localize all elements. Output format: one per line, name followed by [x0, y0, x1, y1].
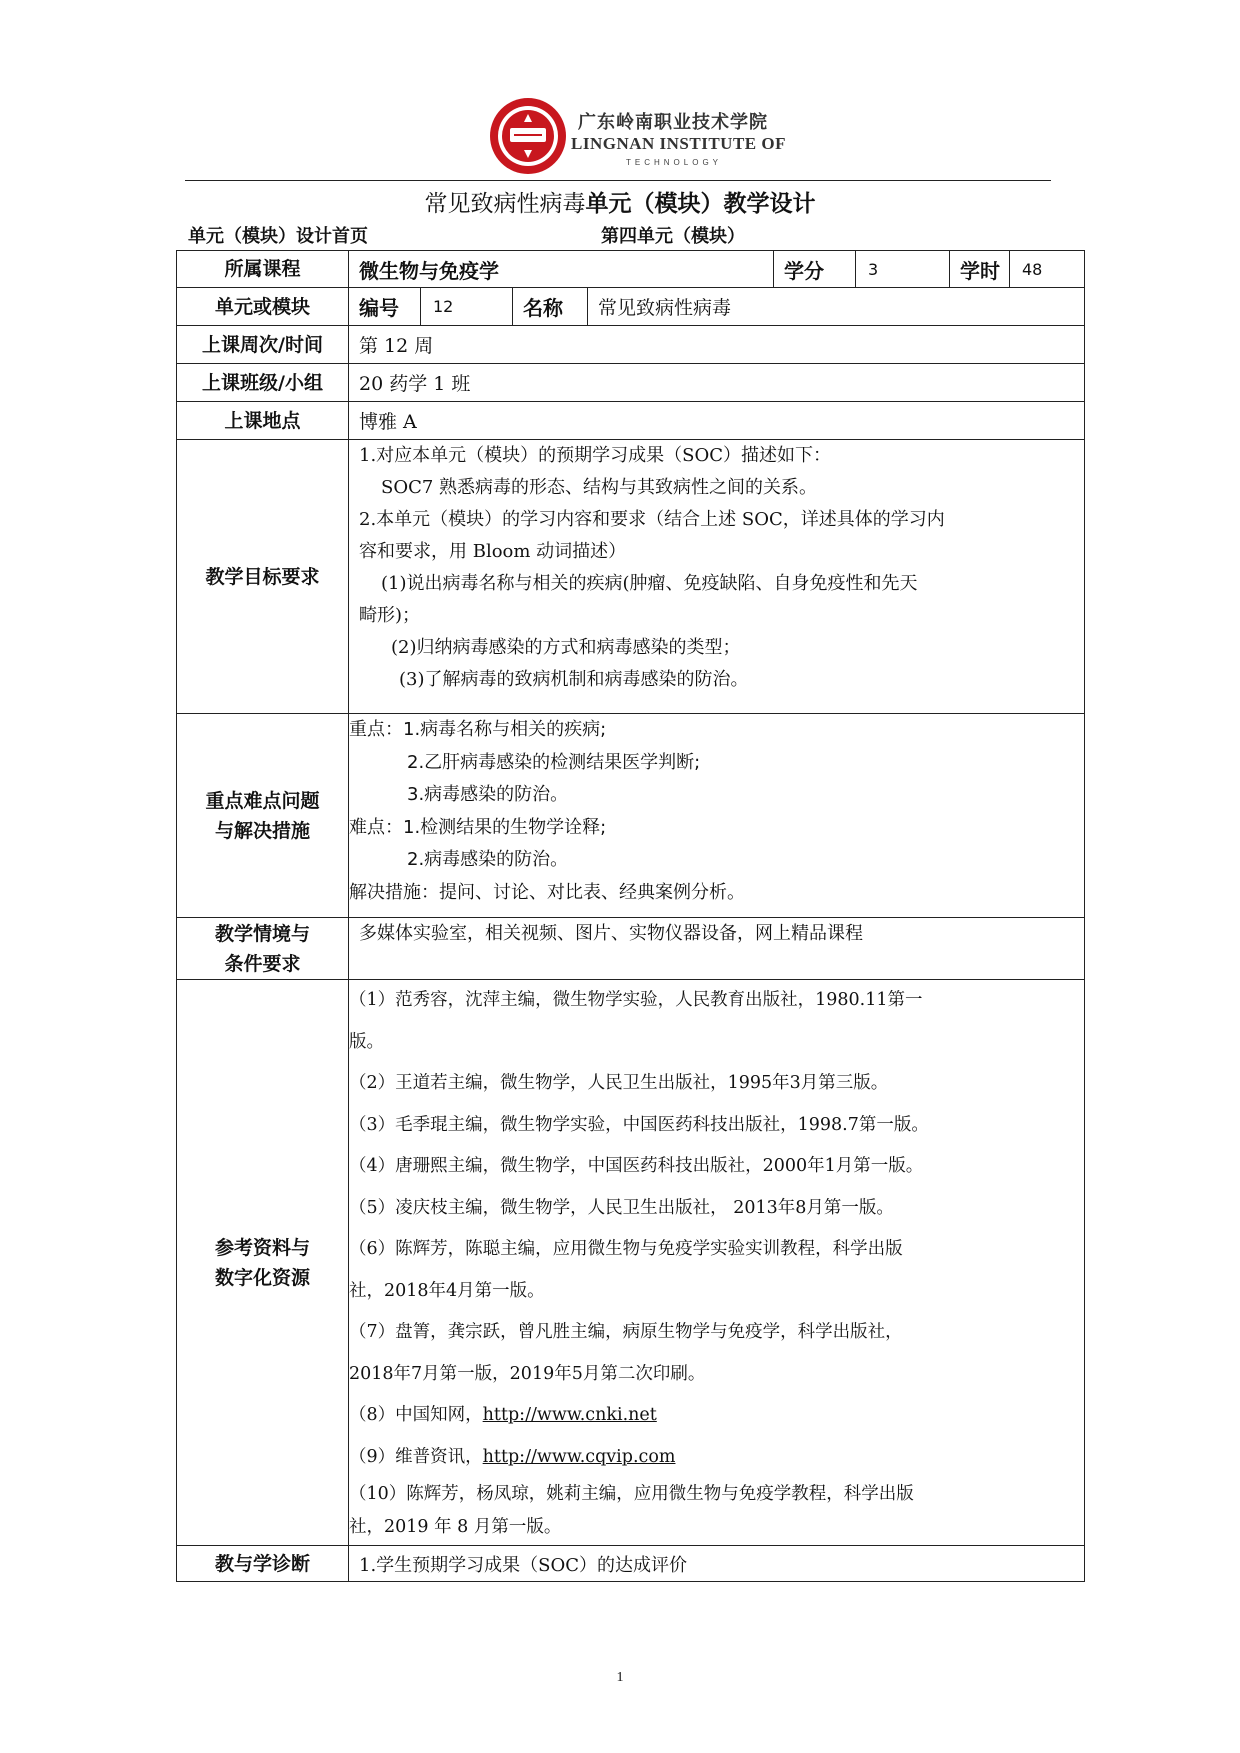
unit-design-table — [176, 250, 1085, 1582]
course-label: 所属课程 — [177, 251, 349, 288]
school-name-en: LINGNAN INSTITUTE OF — [571, 134, 786, 153]
cnki-link[interactable]: http://www.cnki.net — [482, 1405, 657, 1425]
row-course — [177, 251, 1085, 288]
reference-item: （5）凌庆枝主编，微生物学，人民卫生出版社， 2013年8月第一版。 — [349, 1197, 894, 1218]
reference-item: 社，2019 年 8 月第一版。 — [349, 1517, 562, 1537]
title-unit-name: 常见致病性病毒 — [424, 191, 586, 217]
objectives-label: 教学目标要求 — [177, 440, 349, 714]
row-keypoints — [177, 714, 1085, 918]
objective-line: 畸形)； — [359, 605, 421, 626]
unit-number-label: 编号 — [349, 288, 421, 326]
header-rule — [185, 180, 1051, 181]
week-label: 上课周次/时间 — [177, 326, 349, 364]
reference-item: （10）陈辉芳，杨凤琼，姚莉主编，应用微生物与免疫学教程，科学出版 — [349, 1484, 914, 1504]
cqvip-label: （9）维普资讯， — [349, 1446, 483, 1467]
hours-label: 学时 — [950, 251, 1010, 288]
reference-item-cnki — [349, 1395, 1084, 1437]
row-objectives — [177, 440, 1085, 714]
objective-line: 2.本单元（模块）的学习内容和要求（结合上述 SOC，详述具体的学习内 — [359, 509, 945, 530]
references-label-line1: 参考资料与 — [214, 1236, 310, 1259]
class-label: 上课班级/小组 — [177, 364, 349, 402]
objective-line: (2)归纳病毒感染的方式和病毒感染的类型； — [391, 637, 741, 658]
document-title — [0, 185, 1240, 218]
keypoints-content — [349, 714, 1085, 918]
conditions-label-line2: 条件要求 — [224, 952, 301, 975]
keypoint-line: 重点：1.病毒名称与相关的疾病; — [349, 719, 607, 740]
course-value: 微生物与免疫学 — [349, 251, 774, 288]
credit-label: 学分 — [774, 251, 856, 288]
reference-item: （4）唐珊熙主编，微生物学，中国医药科技出版社，2000年1月第一版。 — [349, 1156, 924, 1176]
keypoints-label — [177, 714, 349, 918]
school-name-cn: 广东岭南职业技术学院 — [578, 112, 768, 133]
reference-item: 2018年7月第一版，2019年5月第二次印刷。 — [349, 1363, 706, 1384]
place-value: 博雅 A — [349, 402, 1085, 440]
references-label-line2: 数字化资源 — [214, 1266, 310, 1289]
row-unit — [177, 288, 1085, 326]
page-header — [0, 88, 1240, 178]
unit-name-value: 常见致病性病毒 — [588, 288, 1085, 326]
references-label — [177, 980, 349, 1546]
objective-line: SOC7 熟悉病毒的形态、结构与其致病性之间的关系。 — [381, 477, 818, 498]
subhead-right: 第四单元（模块） — [601, 226, 745, 247]
unit-name-label: 名称 — [513, 288, 588, 326]
school-name-en-2: TECHNOLOGY — [626, 158, 723, 167]
keypoint-line: 解决措施：提问、讨论、对比表、经典案例分析。 — [349, 881, 745, 903]
keypoint-line: 难点：1.检测结果的生物学诠释; — [349, 816, 607, 838]
cnki-label: （8）中国知网， — [349, 1405, 483, 1425]
credit-value: 3 — [856, 251, 950, 288]
reference-item: 社，2018年4月第一版。 — [349, 1280, 545, 1301]
keypoint-line: 2.乙肝病毒感染的检测结果医学判断; — [407, 751, 701, 773]
reference-item: （3）毛季琨主编，微生物学实验，中国医药科技出版社，1998.7第一版。 — [349, 1114, 929, 1135]
references-content — [349, 980, 1085, 1546]
unit-label: 单元或模块 — [177, 288, 349, 326]
reference-item: （7）盘箐，龚宗跃，曾凡胜主编，病原生物学与免疫学，科学出版社， — [349, 1322, 903, 1342]
conditions-label — [177, 918, 349, 980]
unit-number-value: 12 — [421, 288, 513, 326]
reference-item: 版。 — [349, 1031, 384, 1052]
row-place — [177, 402, 1085, 440]
page-number: 1 — [616, 1670, 624, 1685]
reference-item: （1）范秀容，沈萍主编，微生物学实验，人民教育出版社，1980.11第一 — [349, 990, 923, 1010]
row-diagnosis — [177, 1546, 1085, 1582]
keypoints-label-line2: 与解决措施 — [214, 819, 310, 842]
reference-item: （2）王道若主编，微生物学，人民卫生出版社，1995年3月第三版。 — [349, 1073, 889, 1093]
reference-item-cqvip — [349, 1437, 1084, 1479]
conditions-content — [349, 918, 1085, 980]
reference-item: （6）陈辉芳，陈聪主编，应用微生物与免疫学实验实训教程，科学出版 — [349, 1239, 903, 1259]
keypoint-line: 2.病毒感染的防治。 — [407, 849, 569, 870]
objective-line: 1.对应本单元（模块）的预期学习成果（SOC）描述如下： — [359, 445, 832, 466]
subhead-left: 单元（模块）设计首页 — [188, 226, 368, 247]
class-value: 20 药学 1 班 — [349, 364, 1085, 402]
row-class — [177, 364, 1085, 402]
objectives-content — [349, 440, 1085, 714]
week-value: 第 12 周 — [349, 326, 1085, 364]
keypoints-label-line1: 重点难点问题 — [205, 789, 320, 812]
keypoint-line: 3.病毒感染的防治。 — [407, 784, 569, 805]
row-conditions — [177, 918, 1085, 980]
objective-line: 容和要求，用 Bloom 动词描述） — [359, 541, 627, 562]
school-seal-logo — [488, 96, 568, 176]
place-label: 上课地点 — [177, 402, 349, 440]
title-suffix: 单元（模块）教学设计 — [585, 190, 816, 217]
objective-line: (3)了解病毒的致病机制和病毒感染的防治。 — [399, 669, 749, 690]
diagnosis-value: 1.学生预期学习成果（SOC）的达成评价 — [349, 1546, 1085, 1582]
row-week — [177, 326, 1085, 364]
conditions-label-line1: 教学情境与 — [214, 922, 310, 945]
diagnosis-label: 教与学诊断 — [177, 1546, 349, 1582]
cqvip-link[interactable]: http://www.cqvip.com — [482, 1446, 676, 1467]
conditions-value: 多媒体实验室，相关视频、图片、实物仪器设备，网上精品课程 — [359, 923, 863, 944]
objective-line: (1)说出病毒名称与相关的疾病(肿瘤、免疫缺陷、自身免疫性和先天 — [381, 573, 918, 594]
row-references — [177, 980, 1085, 1546]
hours-value: 48 — [1010, 251, 1085, 288]
